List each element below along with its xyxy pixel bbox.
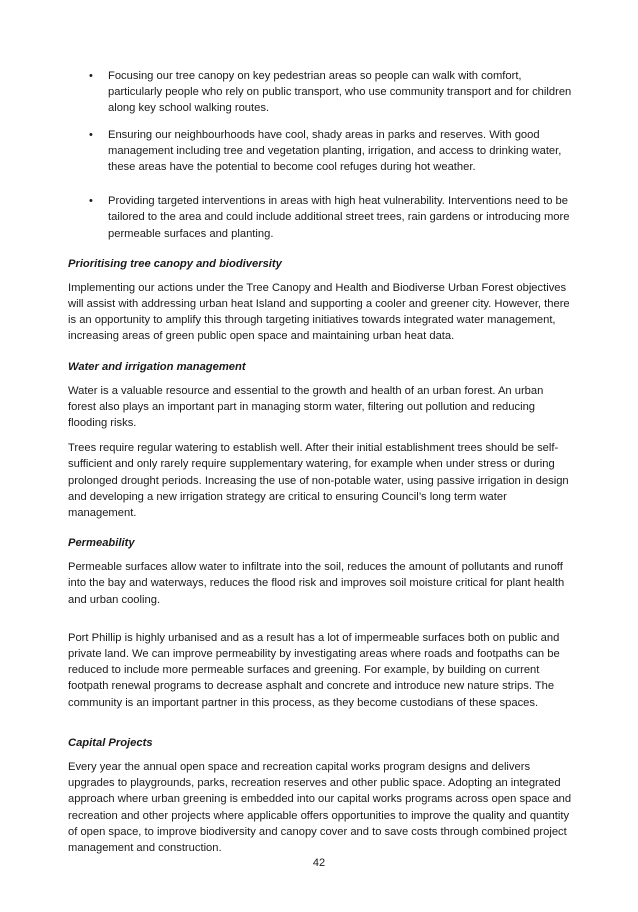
bullet-item: [68, 68, 572, 117]
bullet-list: [68, 68, 572, 242]
bullet-item: [68, 193, 572, 242]
section-heading-water-irrigation: Water and irrigation management: [68, 360, 246, 373]
paragraph: Permeable surfaces allow water to infiltrate into the soil, reduces the amount of pollutants and runoff into the bay and waterways, reduces the flood risk and improves soil moisture critical for plant health and urban cooling.: [68, 561, 565, 606]
paragraph: Every year the annual open space and recreation capital works program designs and delivers upgrades to playgrounds, parks, recreation reserves and other public space. Adopting an integrated approach where urban greening is embedded into our capital works programs across open space and recreation and other projects where applicable offers opportunities to improve the quality and quantity of open space, to improve biodiversity and canopy cover and to save costs through combined project management and construction.: [68, 760, 572, 854]
section-heading-permeability: Permeability: [68, 537, 135, 550]
page-content: [68, 68, 572, 865]
bullet-text: Ensuring our neighbourhoods have cool, shady areas in parks and reserves. With good management including tree and vegetation planting, irrigation, and access to drinking water, these areas have the potential to become cool refuges during hot weather.: [108, 128, 562, 174]
bullet-item: [68, 127, 572, 176]
bullet-icon: •: [89, 70, 93, 82]
paragraph: Trees require regular watering to establish well. After their initial establishment trees should be self-sufficient and only rarely require supplementary watering, for example when under stress or during prolonged drought periods. Increasing the use of non-potable water, using passive irrigation in design and developing a new irrigation strategy are critical to ensuring Council’s long term water management.: [68, 442, 569, 520]
paragraph: Water is a valuable resource and essential to the growth and health of an urban forest. An urban forest also plays an important part in managing storm water, filtering out pollution and reducing flooding risks.: [68, 384, 544, 430]
bullet-text: Focusing our tree canopy on key pedestrian areas so people can walk with comfort, particularly people who rely on public transport, who use community transport and for children along key school walking routes.: [108, 70, 572, 115]
section-heading-capital-projects: Capital Projects: [68, 736, 153, 749]
paragraph: Implementing our actions under the Tree Canopy and Health and Biodiverse Urban Forest objectives will assist with addressing urban heat Island and supporting a cooler and greener city. However, there is an opportunity to amplify this through targeting initiatives towards integrated water management, increasing areas of green public open space and maintaining urban heat data.: [68, 281, 570, 343]
bullet-icon: •: [89, 195, 93, 208]
section-heading-tree-canopy: Prioritising tree canopy and biodiversity: [68, 257, 282, 270]
bullet-icon: •: [89, 128, 93, 141]
bullet-text: Providing targeted interventions in areas with high heat vulnerability. Interventions need to be tailored to the area and could include additional street trees, rain gardens or introducing more permeable surfaces and planting.: [108, 195, 570, 240]
page-number: 42: [312, 857, 326, 869]
paragraph: Port Phillip is highly urbanised and as a result has a lot of impermeable surfaces both on public and private land. We can improve permeability by investigating areas where roads and footpaths can be reduced to include more permeable surfaces and greening. For example, by building on current footpath renewal programs to decrease asphalt and concrete and introduce new nature strips. The community is an important partner in this process, as they become custodians of these spaces.: [68, 631, 560, 709]
